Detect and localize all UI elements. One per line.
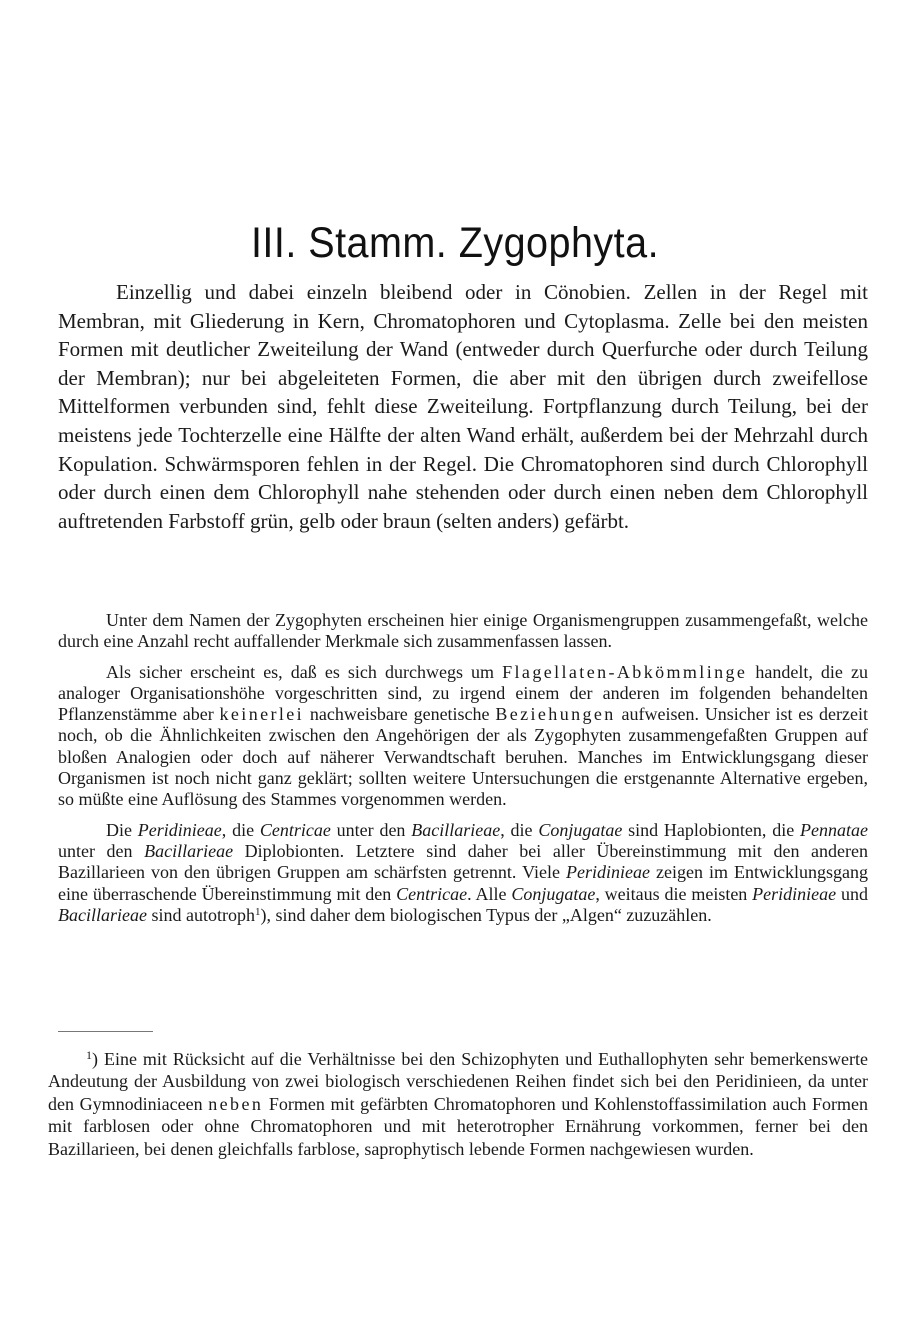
p2-text-c: handelt, die zu analoger Organisationshöhe vorgeschritten sind, zu irgend einem der anderen im folgenden behandelten Pflanzenstämme aber	[58, 661, 868, 725]
p3-text: zeigen im Entwicklungsgang eine überraschende Übereinstimmung mit den	[58, 862, 869, 904]
taxon-name: Centricae	[396, 883, 468, 904]
p3-text: Diplobionten. Letztere sind daher bei aller Übereinstimmung mit den anderen Bazillarieen von den übrigen Gruppen am schärfsten getrennt. Viele	[58, 840, 868, 883]
taxon-name: Peridinieae	[137, 819, 222, 840]
p3-text: , die	[221, 819, 260, 840]
footnote	[48, 1048, 868, 1160]
p3-text: , die	[500, 819, 539, 840]
taxon-name: Bacillarieae	[58, 904, 147, 925]
p3-text: unter den	[58, 840, 145, 861]
p3-text: sind Haplobionten, die	[622, 819, 800, 840]
paragraph-3	[58, 820, 868, 926]
taxon-name: Conjugatae	[538, 819, 623, 840]
p2-spaced-keinerlei: keinerlei	[219, 704, 305, 725]
intro-paragraph: Einzellig und dabei einzeln bleibend oder in Cönobien. Zellen in der Regel mit Membran, mit Gliederung in Kern, Chromatophoren und Cytoplasma. Zelle bei den meisten Formen mit deutlicher Zweiteilung der Wand (entweder durch Querfurche oder durch Teilung der Membran); nur bei abgeleiteten Formen, die aber mit den übrigen durch zweifellose Mittelformen verbunden sind, fehlt diese Zweiteilung. Fortpflanzung durch Teilung, bei der meistens jede Tochterzelle eine Hälfte der alten Wand erhält, außerdem bei der Mehrzahl durch Kopulation. Schwärmsporen fehlen in der Regel. Die Chromatophoren sind durch Chlorophyll oder durch einen dem Chlorophyll nahe stehenden oder durch einen neben dem Chlorophyll auftretenden Farbstoff grün, gelb oder braun (selten anders) gefärbt.	[58, 280, 868, 533]
intro-diagnosis	[58, 278, 868, 535]
taxon-name: Conjugatae	[511, 883, 596, 904]
p2-text-g: aufweisen. Unsicher ist es derzeit noch, ob die Ähnlichkeiten zwischen den Angehörigen der als Zygophyten zusammengefaßten Gruppen auf bloßen Analogien oder doch auf näherer Verwandtschaft beruhen. Manches im Entwicklungsgang dieser Organismen ist noch nicht ganz geklärt; sollten weitere Untersuchungen die erstgenannte Alternative ergeben, so müßte eine Auflösung des Stammes vorgenommen werden.	[58, 704, 868, 810]
taxon-name: Pennatae	[800, 819, 868, 840]
taxon-name: Bacillarieae	[144, 840, 234, 861]
p3-text: Die	[106, 819, 138, 840]
footnote-reference: 1	[254, 905, 261, 918]
footnote-text-a: ) Eine mit Rücksicht auf die Verhältnisse bei den Schizophyten und Euthallophyten sehr bemerkenswerte Andeutung der Ausbildung von zwei biologisch verschiedenen Reihen findet sich bei den Peridinieen, da unter den Gymnodiniaceen	[48, 1049, 868, 1114]
p2-text-a: Als sicher erscheint es, daß es sich durchwegs um	[106, 661, 503, 682]
p3-text: , weitaus die meisten	[595, 883, 753, 904]
footnote-marker: 1	[86, 1048, 92, 1062]
p3-text: . Alle	[467, 883, 512, 904]
p3-text: ), sind daher dem biologischen Typus der „Algen“ zuzuzählen.	[260, 904, 712, 925]
p2-text-e: nachweisbare genetische	[304, 704, 496, 725]
footnote-text-b: Formen mit gefärbten Chromatophoren und Kohlenstoffassimilation auch Formen mit farblosen oder ohne Chromatophoren und mit heterotropher Ernährung vorkommen, ferner bei den Bazillarieen, bei denen gleichfalls farblose, saprophytisch lebende Formen nachgewiesen wurden.	[48, 1093, 868, 1159]
taxon-name: Centricae	[259, 819, 331, 840]
chapter-heading: III. Stamm. Zygophyta.	[250, 218, 660, 267]
footnote-spaced-neben: neben	[208, 1093, 264, 1114]
taxon-name: Peridinieae	[752, 883, 837, 904]
paragraph-2	[58, 662, 868, 811]
taxon-name: Bacillarieae	[411, 819, 501, 840]
footnote-paragraph	[48, 1048, 868, 1160]
p3-text: und	[836, 883, 869, 904]
taxon-name: Peridinieae	[566, 862, 651, 883]
body-text	[58, 610, 868, 926]
footnote-separator	[58, 1031, 153, 1032]
p2-spaced-beziehungen: Beziehungen	[495, 704, 616, 725]
paragraph-1: Unter dem Namen der Zygophyten erscheinen hier einige Organismengruppen zusammengefaßt, welche durch eine Anzahl recht auffallender Merkmale sich zusammenfassen lassen.	[58, 610, 868, 652]
p3-text: unter den	[330, 819, 412, 840]
p3-text: sind autotroph	[146, 904, 255, 925]
p2-spaced-flagellaten: Flagellaten-Abkömmlinge	[502, 661, 748, 682]
